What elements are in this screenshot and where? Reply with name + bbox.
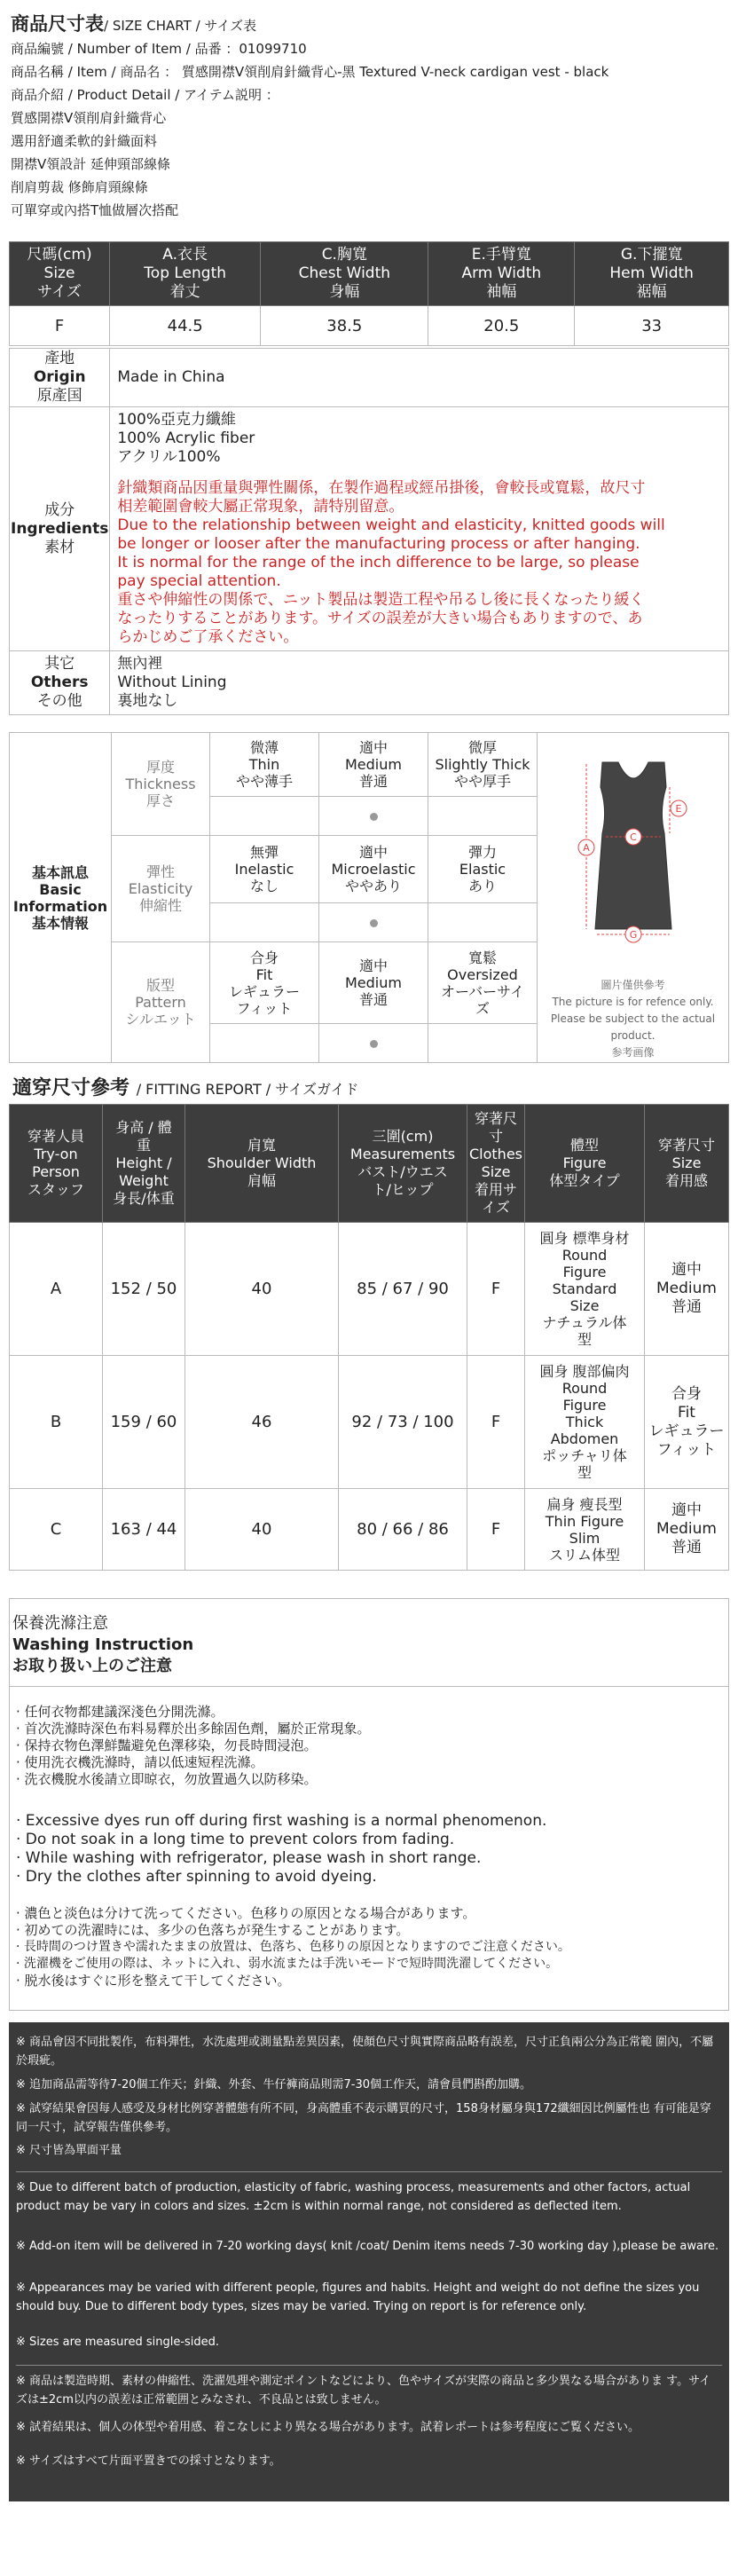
pattern-label: 版型 Pattern シルエット	[112, 942, 210, 1063]
garment-figure	[538, 733, 729, 1063]
figure-letter-c: C	[629, 831, 637, 843]
option-cell: 微厚 Slightly Thick やや厚手	[428, 733, 538, 797]
height-weight-header: 身高 / 體 重 Height / Weight 身長/体重	[103, 1105, 185, 1223]
divider	[16, 2171, 722, 2172]
note-en: ※ Sizes are measured single-sided.	[16, 2336, 220, 2349]
divider	[16, 2365, 722, 2366]
fitting-report-title: 適穿尺寸參考 / FITTING REPORT / サイズガイド	[12, 1077, 359, 1099]
wash-en-item: · Dry the clothes after spinning to avoid dyeing.	[16, 1868, 377, 1886]
option-cell: 無彈 Inelastic なし	[210, 836, 319, 903]
divider	[9, 1686, 729, 1687]
table-row	[10, 306, 729, 346]
note-en: ※ Add-on item will be delivered in 7-20 working days( knit /coat/ Denim items needs 7-30 working day ),please be aware.	[16, 2240, 719, 2253]
note-zh: ※ 試穿結果會因每人感受及身材比例穿著體態有所不同，身高體重不表示購買的尺寸，158身材屬身與172纖細因比例屬性也 有可能是穿同一尺寸，試穿報告僅供參考。	[16, 2102, 711, 2134]
wash-jp-item: · 濃色と淡色は分けて洗ってください。色移りの原因となる場合があります。	[16, 1905, 476, 1921]
note-en: ※ Due to different batch of production, elasticity of fabric, washing process, measurements and other factors, actual product may be vary in colors and sizes. ±2cm is within normal range, not considered as deflected item.	[16, 2181, 691, 2213]
chest-width-header: C.胸寬 Chest Width 身幅	[261, 242, 428, 306]
tank-top-diagram	[567, 752, 700, 965]
arm-width-header: E.手臂寬 Arm Width 袖幅	[428, 242, 575, 306]
basic-info-label: 基本訊息 Basic Information 基本情報	[10, 733, 112, 1063]
product-header	[11, 12, 727, 222]
note-zh: ※ 尺寸皆為單面平量	[16, 2144, 122, 2157]
person-header: 穿著人員 Try-on Person スタッフ	[10, 1105, 103, 1223]
option-cell: 彈力 Elastic あり	[428, 836, 538, 903]
note-zh: ※ 追加商品需等待7-20個工作天；針織、外套、牛仔褲商品則需7-30個工作天，請會員們斟酌加購。	[16, 2078, 532, 2092]
note-jp: ※ 試着結果は、個人の体型や着用感、着こなしにより異なる場合があります。試着レポートは参考程度にご覧ください。	[16, 2421, 640, 2434]
table-cell: 33	[575, 306, 729, 346]
measurements-header: 三圍(cm) Measurements バスト/ウエス ト/ヒップ	[339, 1105, 467, 1223]
wash-jp-item: · 初めての洗濯時には、多少の色落ちが発生することがあります。	[16, 1922, 410, 1938]
table-row: B 159 / 60 46 92 / 73 / 100 F 圓身 腹部偏肉 Round Figure Thick Abdomen ポッチャリ体 型 合身 Fit レギュラー フィット	[10, 1356, 729, 1489]
shoulder-header: 肩寬 Shoulder Width 肩幅	[185, 1105, 339, 1223]
header-line: 開襟V領設計 延伸頸部線條	[11, 156, 171, 172]
wash-en-item: · While washing with refrigerator, please wash in short range.	[16, 1849, 482, 1867]
hem-width-header: G.下擺寬 Hem Width 裾幅	[575, 242, 729, 306]
details-table	[9, 348, 729, 715]
figure-caption: 圖片僅供參考 The picture is for refence only. Please be subject to the actual product. 参考画像	[550, 979, 716, 1059]
figure-letter-a: A	[582, 842, 590, 854]
clothes-size-header: 穿著尺 寸 Clothes Size 着用サ イズ	[467, 1105, 525, 1223]
note-jp: ※ サイズはすべて片面平置きでの採寸となります。	[16, 2454, 281, 2468]
fitting-table	[9, 1104, 729, 1571]
thickness-label: 厚度 Thickness 厚さ	[112, 733, 210, 836]
top-length-header: A.衣長 Top Length 着丈	[110, 242, 261, 306]
others-label: 其它 Others その他	[10, 651, 110, 715]
table-row: C 163 / 44 40 80 / 66 / 86 F 扁身 瘦長型 Thin Figure Slim スリム体型 適中 Medium 普通	[10, 1489, 729, 1571]
size-table	[9, 241, 729, 346]
table-cell: 20.5	[428, 306, 575, 346]
table-cell: 44.5	[110, 306, 261, 346]
knit-warning: 針織類商品因重量與彈性關係，在製作過程或經吊掛後，會較長或寬鬆，故尺寸 相差範圍會較大屬正常現象，請特別留意。 Due to the relationship between weight and elasticity, knitted goods will be longer or looser after the manufacturing process or after hanging. It is normal for the range of the inch difference to be large, so please pay special attention. 重さや伸縮性の関係で、ニット製品は製造工程や吊るし後に長くなったり緩く なったりすることがあります。サイズの誤差が大きい場合もありますので、あ らかじめご了承ください。	[117, 479, 665, 646]
wash-en-item: · Do not soak in a long time to prevent colors from fading.	[16, 1831, 455, 1848]
table-cell: 38.5	[261, 306, 428, 346]
selected-dot	[319, 797, 428, 836]
header-line: 削肩剪裁 修飾肩頸線條	[11, 179, 148, 195]
note-en: ※ Appearances may be varied with different people, figures and habits. Height and weight do not define the sizes you should buy. Due to different body types, sizes may be varied. Trying on report is for reference only.	[16, 2281, 700, 2313]
wash-jp-item: · 脱水後はすぐに形を整えて干してください。	[16, 1973, 291, 1989]
option-cell: 適中 Microelastic ややあり	[319, 836, 428, 903]
header-line: 可單穿或內搭T恤做層次搭配	[11, 202, 179, 218]
option-cell: 適中 Medium 普通	[319, 733, 428, 797]
wash-jp-item: · 長時間のつけ置きや濡れたままの放置は、色落ち、色移りの原因となりますのでご注意ください。	[16, 1940, 570, 1954]
origin-label: 產地 Origin 原產国	[10, 349, 110, 407]
wash-zh-item: · 首次洗滌時深色布料易釋於出多餘固色劑，屬於正常現象。	[16, 1721, 371, 1737]
header-line: 商品介紹 / Product Detail / アイテム説明 ：	[11, 87, 279, 103]
table-row: A 152 / 50 40 85 / 67 / 90 F 圓身 標準身材 Round Figure Standard Size ナチュラル体 型 適中 Medium 普通	[10, 1223, 729, 1356]
feel-header: 穿著尺寸 Size 着用感	[645, 1105, 729, 1223]
ingredients-value: 100%亞克力纖維 100% Acrylic fiber アクリル100% 針織類商品因重量與彈性關係，在製作過程或經吊掛後，會較長或寬鬆，故尺寸 相差範圍會較大屬正常現象，請特別留意。 Due to the relationship between weight and elasticity, knitted goods will be longer or looser after the manufacturing process or after hanging. It is normal for the range of the inch difference to be large, so please pay special attention. 重さや伸縮性の関係で、ニット製品は製造工程や吊るし後に長くなったり緩く なったりすることがあります。サイズの誤差が大きい場合もありますので、あ らかじめご了承ください。	[110, 407, 729, 651]
option-cell: 寬鬆 Oversized オーバーサイ ズ	[428, 942, 538, 1024]
size-chart-title: 商品尺寸表/ SIZE CHART / サイズ表	[11, 13, 257, 35]
size-header: 尺碼(cm) Size サイズ	[10, 242, 110, 306]
wash-zh-item: · 使用洗衣機洗滌時，請以低速短程洗滌。	[16, 1754, 264, 1770]
wash-zh-item: · 任何衣物都建議深淺色分開洗滌。	[16, 1704, 224, 1720]
header-line: 商品名稱 / Item / 商品名 ： 質感開襟V領削肩針織背心-黑 Textured V-neck cardigan vest - black	[11, 64, 609, 80]
size-cell: F	[10, 306, 110, 346]
wash-zh-item: · 保持衣物色澤鮮豔避免色澤移染，勿長時間浸泡。	[16, 1737, 318, 1753]
option-cell: 適中 Medium 普通	[319, 942, 428, 1024]
others-value: 無內裡 Without Lining 裏地なし	[110, 651, 729, 715]
header-line: 質感開襟V領削肩針織背心	[11, 110, 167, 126]
ingredients-label: 成分 Ingredients 素材	[10, 407, 110, 651]
option-cell: 微薄 Thin やや薄手	[210, 733, 319, 797]
origin-value: Made in China	[110, 349, 729, 407]
note-zh: ※ 商品會因不同批製作，布料彈性，水洗處理或測量點差異因素，使顏色尺寸與實際商品略有誤差，尺寸正負兩公分為正常範 圍內，不屬於瑕疵。	[16, 2036, 714, 2068]
elasticity-label: 彈性 Elasticity 伸縮性	[112, 836, 210, 942]
figure-letter-g: G	[629, 929, 637, 941]
selected-dot	[319, 903, 428, 942]
figure-header: 體型 Figure 体型タイプ	[525, 1105, 645, 1223]
option-cell: 合身 Fit レギュラー フィット	[210, 942, 319, 1024]
header-line: 選用舒適柔軟的針織面料	[11, 133, 158, 149]
note-jp: ※ 商品は製造時期、素材の伸縮性、洗濯処理や測定ポイントなどにより、色やサイズが実際の商品と多少異なる場合がありま す。サイズは±2cm以内の誤差は正常範囲とみなされ、不良品とは致しません。	[16, 2375, 711, 2407]
washing-title: 保養洗滌注意 Washing Instruction お取り扱い上のご注意	[12, 1614, 194, 1675]
wash-en-item: · Excessive dyes run off during first washing is a normal phenomenon.	[16, 1812, 547, 1830]
header-line: 商品編號 / Number of Item / 品番 ：01099710	[11, 41, 307, 57]
wash-jp-item: · 洗濯機をご使用の際は、ネットに入れ、弱水流または手洗いモードで短時間洗濯してください。	[16, 1957, 559, 1971]
selected-dot	[319, 1024, 428, 1063]
notes-panel	[9, 2022, 729, 2501]
wash-zh-item: · 洗衣機脫水後請立即晾衣，勿放置過久以防移染。	[16, 1771, 318, 1787]
basic-info-table	[9, 732, 729, 1063]
figure-letter-e: E	[675, 803, 681, 815]
